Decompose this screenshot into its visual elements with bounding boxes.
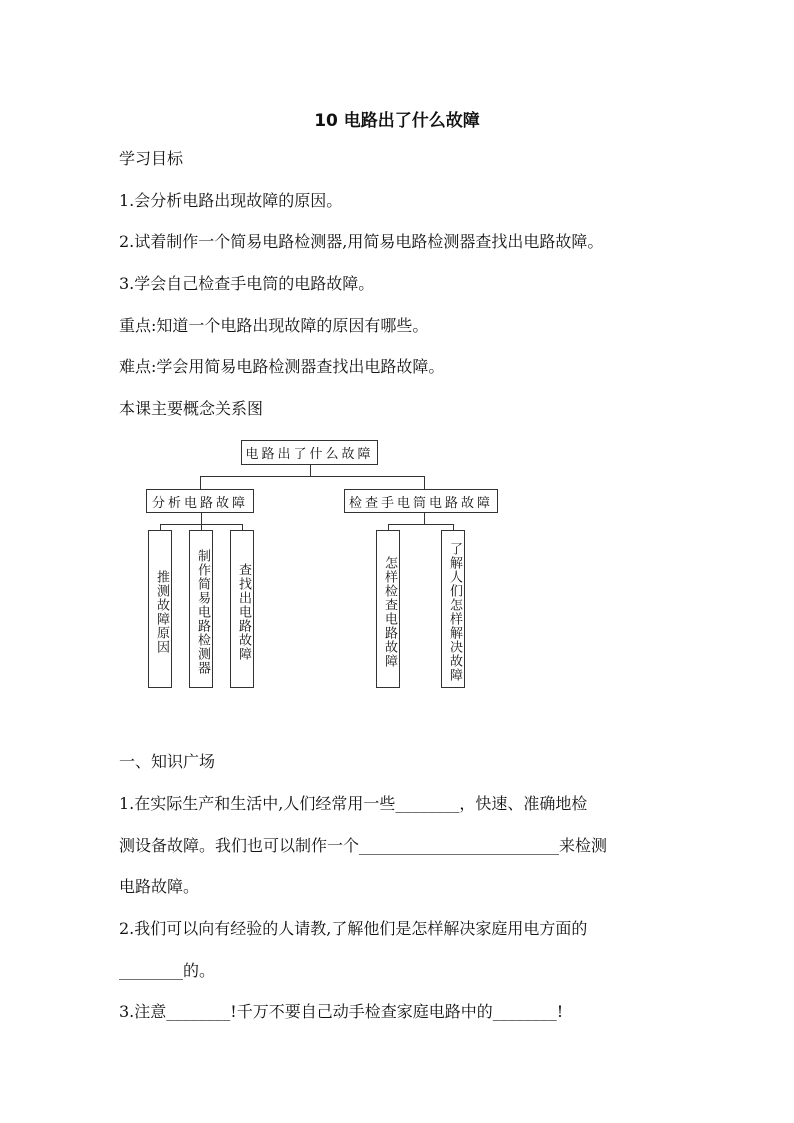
section1-line-4: 2.我们可以向有经验的人请教,了解他们是怎样解决家庭用电方面的 [119, 919, 588, 938]
connector-left-down [201, 512, 202, 524]
connector-to-right [424, 476, 425, 489]
diagram-heading: 本课主要概念关系图 [119, 399, 264, 418]
diagram-left-box: 分析电路故障 [146, 489, 254, 513]
connector-level1-horizontal [200, 476, 424, 477]
connector-to-left [200, 476, 201, 489]
section1-line-3: 电路故障。 [119, 877, 200, 896]
diagram-right-child-2: 了解人们怎样解决故障 [441, 530, 465, 688]
section1-line-2: 测设备故障。我们也可以制作一个_________________________来检测 [119, 836, 608, 855]
page-title: 10 电路出了什么故障 [314, 111, 480, 131]
diagram-right-child-1: 怎样检查电路故障 [376, 530, 400, 688]
connector-right-down [424, 512, 425, 524]
difficulty-point: 难点:学会用简易电路检测器查找出电路故障。 [119, 357, 445, 376]
objective-item-3: 3.学会自己检查手电筒的电路故障。 [119, 274, 375, 293]
connector-root-down [310, 464, 311, 476]
objective-item-2: 2.试着制作一个简易电路检测器,用简易电路检测器查找出电路故障。 [119, 232, 604, 251]
diagram-left-child-2: 制作简易电路检测器 [189, 530, 213, 688]
diagram-left-child-1: 推测故障原因 [148, 530, 172, 688]
section1-line-5: ________的。 [119, 961, 216, 980]
objectives-heading: 学习目标 [119, 149, 184, 168]
key-point: 重点:知道一个电路出现故障的原因有哪些。 [119, 316, 429, 335]
diagram-right-box: 检查手电筒电路故障 [344, 489, 498, 513]
section1-line-6: 3.注意________!千万不要自己动手检查家庭电路中的________! [119, 1002, 564, 1021]
section1-heading: 一、知识广场 [119, 752, 216, 771]
connector-right-horizontal [388, 524, 453, 525]
diagram-left-child-3: 查找出电路故障 [230, 530, 254, 688]
objective-item-1: 1.会分析电路出现故障的原因。 [119, 191, 343, 210]
section1-line-1: 1.在实际生产和生活中,人们经常用一些________，快速、准确地检 [119, 794, 588, 813]
diagram-root-box: 电路出了什么故障 [241, 440, 378, 465]
